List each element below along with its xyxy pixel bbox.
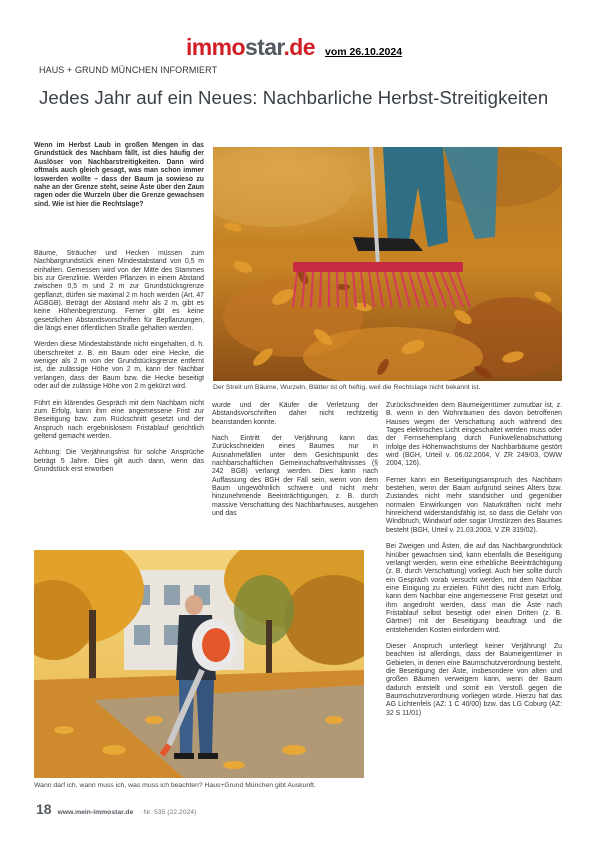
page-footer [36, 801, 196, 817]
logo-de: .de [283, 34, 315, 60]
issue-info: · Nr. 535 (22.2024) [139, 809, 197, 816]
column-1 [34, 250, 204, 482]
leaf-blower-illustration [34, 550, 364, 778]
paragraph: Führt ein klärendes Gespräch mit dem Nachbarn nicht zum Erfolg, kann ihm eine angemessene Frist zur Beseitigung bzw. zum Rückschnitt gesetzt und der Anspruch nach ergebnislosem Fristablauf gerichtlich geltend gemacht werden. [34, 399, 204, 440]
publication-date: vom 26.10.2024 [325, 46, 403, 58]
paragraph: Achtung: Die Verjährungsfrist für solche Ansprüche beträgt 5 Jahre. Dies gilt auch dann, wenn das Grundstück erst erworben [34, 449, 204, 473]
paragraph: Zurückschneiden dem Baumeigentümer zumutbar ist, z. B. wenn in den Wohnräumen des davon betroffenen Hauses wegen der Verschattung auch während des Tages elektrisches Licht eingeschaltet werden muss oder der Fernsehempfang durch Funkwellenabschattung infolge des Höhenwachstums der Nachbarbäume gestört wird (BGH, Urteil v. 06.02.2004, V ZR 249/03, DWW 2004, 126). [386, 402, 562, 468]
paragraph: Bäume, Sträucher und Hecken müssen zum Nachbargrundstück einen Mindestabstand von 0,5 m einhalten. Gemessen wird von der Mitte des Stammes bis zur Grenzlinie. Werden Pflanzen in einem Abstand zwischen 0,5 m und 2 m zur Grundstücksgrenze gepflanzt, dürfen sie maximal 2 m hoch werden (Art. 47 AGBGB). Beträgt der Abstand mehr als 2 m, gibt es keine Höhenbegrenzung. Ferner gibt es keine gesetzlichen Abstandsvorschriften für Bepflanzungen, die längs einer öffentlichen Straße gehalten werden. [34, 250, 204, 333]
article-headline: Jedes Jahr auf ein Neues: Nachbarliche Herbst-Streitigkeiten [39, 87, 549, 108]
photo-caption-2: Wann darf ich, wann muss ich, was muss ich beachten? Haus+Grund München gibt Auskunft. [34, 782, 316, 789]
column-2 [212, 402, 378, 526]
immostar-logo [186, 36, 315, 58]
paragraph: Bei Zweigen und Ästen, die auf das Nachbargrundstück hinüber gewachsen sind, kann ebenfalls die Beseitigung verlangt werden, wenn eine erhebliche Beeinträchtigung (z. B. durch Verschattung) vorliegt. Auch hier sollte durch ein Gespräch vorab versucht werden, mit dem Nachbar eine Einigung zu erzielen. Führt dies nicht zum Erfolg, kann dem Nachbar eine angemessene Frist gesetzt und ihm angedroht werden, dass man die Äste nach Fristablauf selbst beseitigt oder einen Dritten (z. B. Gärtner) mit der Beseitigung beauftragt und die entstehenden Kosten einfordern wird. [386, 543, 562, 634]
photo-leaf-blower [34, 550, 364, 778]
photo-broom-leaves [213, 147, 562, 381]
paragraph: Werden diese Mindestabstände nicht eingehalten, d. h. überschreitet z. B. ein Baum oder eine Hecke, die weniger als 2 m von der Grundstücksgrenze entfernt ist, die zulässige Höhe von 2 m, kann der Nachbar verlangen, dass der Baum bzw. die Hecke beseitigt oder auf die zulässige Höhe von 2 m gekürzt wird. [34, 341, 204, 391]
paragraph: Ferner kann ein Beseitigungsanspruch des Nachbarn bestehen, wenn der Baum aufgrund seines Alters bzw. Zustandes nicht mehr standsicher und gegenüber normalen Einwirkungen von Naturkräften nicht mehr hinreichend widerstandsfähig ist, so dass die Gefahr von Windbruch, Windwurf oder sogar Umstürzen des Baumes besteht (BGH, Urteil v. 21.03.2003, V ZR 319/02). [386, 476, 562, 534]
section-kicker: HAUS + GRUND MÜNCHEN INFORMIERT [39, 65, 218, 75]
broom-leaves-illustration [213, 147, 562, 381]
page-number: 18 [36, 801, 52, 817]
logo-star: star [244, 34, 284, 60]
article-teaser: Wenn im Herbst Laub in großen Mengen in das Grundstück des Nachbarn fällt, ist dies häufig der Auslöser von Nachbarstreitigkeiten. Dann wird oftmals auch gleich gesagt, was man schon immer loswerden wollte – dass der Baum ja sowieso zu nahe an der Grenze steht, seine Äste über den Zaun ragen oder die Wurzeln über die Grenze gewachsen sind. Wie ist hier die Rechtslage? [34, 142, 205, 208]
footer-site-link[interactable]: www.mein-immostar.de [57, 809, 134, 816]
photo-caption-1: Der Streit um Bäume, Wurzeln, Blätter ist oft heftig, weil die Rechtslage nicht bekannt ist. [213, 384, 481, 391]
masthead [186, 34, 315, 58]
column-3 [386, 402, 562, 726]
paragraph: Nach Eintritt der Verjährung kann das Zurückschneiden eines Baumes nur in Ausnahmefällen unter dem Gesichtspunkt des nachbarschaftlichen Gemeinschaftsverhältnisses (§ 242 BGB) verlangt werden. Dies kann nach Auffassung des BGH der Fall sein, wenn von dem Baum ungewöhnlich schwere und nicht mehr hinzunehmende Beeinträchtigungen, z. B. durch massive Verschattung des Nachbarhauses, ausgehen und das [212, 435, 378, 518]
paragraph: Dieser Anspruch unterliegt keiner Verjährung! Zu beachten ist allerdings, dass der Baumeigentümer in Gebieten, in denen eine Baumschutzverordnung besteht, die Beseitigung der Äste, insbesondere von alten und großen Bäumen verweigern kann, wenn der Baum dadurch entstellt und somit ein Verstoß gegen die Baumschutzverordnung vorliegen würde. Hierzu hat das AG Lichtenfels (AZ: 1 C 40/00) bzw. das LG Coburg (AZ: 32 S 11/01) [386, 642, 562, 717]
logo-immo: immo [186, 34, 245, 60]
paragraph: wurde und der Käufer die Verletzung der Abstandsvorschriften daher nicht rechtzeitig beanstanden konnte. [212, 402, 378, 426]
